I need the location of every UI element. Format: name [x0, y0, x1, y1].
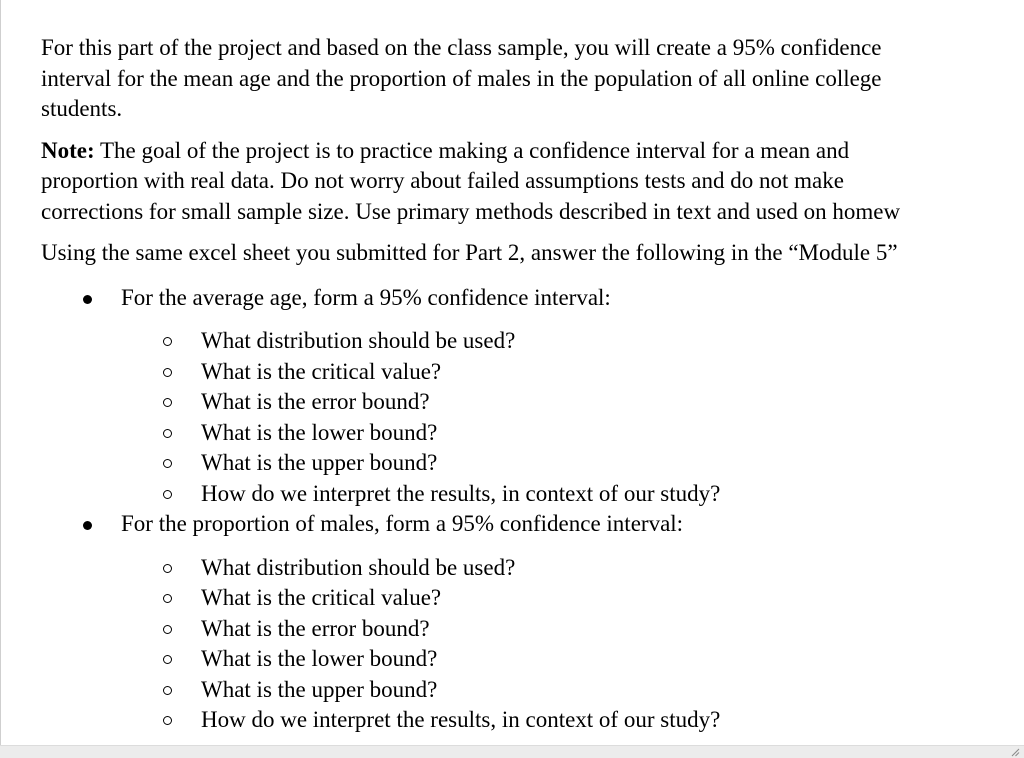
list-item	[201, 418, 1024, 449]
intro-line-1: For this part of the project and based on the class sample, you will create a 95% confidence	[41, 35, 882, 60]
question-text: How do we interpret the results, in context of our study?	[201, 707, 721, 732]
question-text: What is the critical value?	[201, 358, 442, 384]
list-item	[201, 326, 1024, 357]
list-item	[201, 675, 1024, 706]
page-left-border	[0, 0, 1, 745]
instruction-paragraph: Using the same excel sheet you submitted for Part 2, answer the following in the “Module 5”	[41, 240, 898, 265]
intro-line-3: students.	[41, 96, 123, 121]
bullet-icon	[83, 295, 92, 304]
list-item	[201, 614, 1024, 645]
hollow-bullet-icon	[163, 337, 172, 346]
question-text: What is the lower bound?	[201, 646, 438, 671]
hollow-bullet-icon	[163, 686, 172, 695]
resize-grip-icon[interactable]	[1011, 748, 1020, 757]
hollow-bullet-icon	[163, 716, 172, 725]
hollow-bullet-icon	[163, 625, 172, 634]
list-item	[201, 583, 1024, 614]
list-item	[201, 387, 1024, 418]
section-heading: For the proportion of males, form a 95% confidence interval:	[121, 511, 684, 536]
note-paragraph	[41, 136, 1024, 228]
hollow-bullet-icon	[163, 368, 172, 377]
list-item	[201, 705, 1024, 736]
question-text: What is the upper bound?	[201, 676, 438, 702]
section-heading: For the average age, form a 95% confidence interval:	[121, 284, 611, 310]
hollow-bullet-icon	[163, 398, 172, 407]
list-item	[201, 479, 1024, 510]
note-line-2: proportion with real data. Do not worry about failed assumptions tests and do not make	[41, 168, 844, 193]
hollow-bullet-icon	[163, 655, 172, 664]
question-text: What is the error bound?	[201, 615, 430, 641]
question-text: What is the upper bound?	[201, 450, 438, 475]
hollow-bullet-icon	[163, 594, 172, 603]
list-item	[201, 644, 1024, 675]
question-text: What is the critical value?	[201, 585, 442, 610]
hollow-bullet-icon	[163, 429, 172, 438]
list-item	[201, 357, 1024, 388]
hollow-bullet-icon	[163, 564, 172, 573]
question-text: What is the error bound?	[201, 389, 430, 414]
bullet-icon	[83, 521, 92, 530]
intro-line-2: interval for the mean age and the proportion of males in the population of all online college	[41, 65, 882, 91]
section-proportion-males	[121, 509, 1024, 540]
hollow-bullet-icon	[163, 459, 172, 468]
list-item	[201, 553, 1024, 584]
hollow-bullet-icon	[163, 490, 172, 499]
question-text: What distribution should be used?	[201, 328, 516, 353]
document-body	[41, 33, 1024, 736]
note-label: Note:	[41, 137, 95, 163]
list-item	[201, 448, 1024, 479]
question-text: What is the lower bound?	[201, 419, 438, 445]
question-list-proportion-males	[41, 553, 1024, 736]
section-mean-age	[121, 283, 1024, 314]
note-line-3: corrections for small sample size. Use primary methods described in text and used on homew	[41, 198, 901, 224]
intro-paragraph	[41, 33, 1024, 125]
question-text: What distribution should be used?	[201, 554, 516, 580]
bottom-scroll-bar[interactable]	[0, 745, 1024, 758]
question-list-mean-age	[41, 326, 1024, 509]
note-line-1: The goal of the project is to practice making a confidence interval for a mean and	[94, 137, 850, 163]
question-text: How do we interpret the results, in context of our study?	[201, 480, 721, 506]
